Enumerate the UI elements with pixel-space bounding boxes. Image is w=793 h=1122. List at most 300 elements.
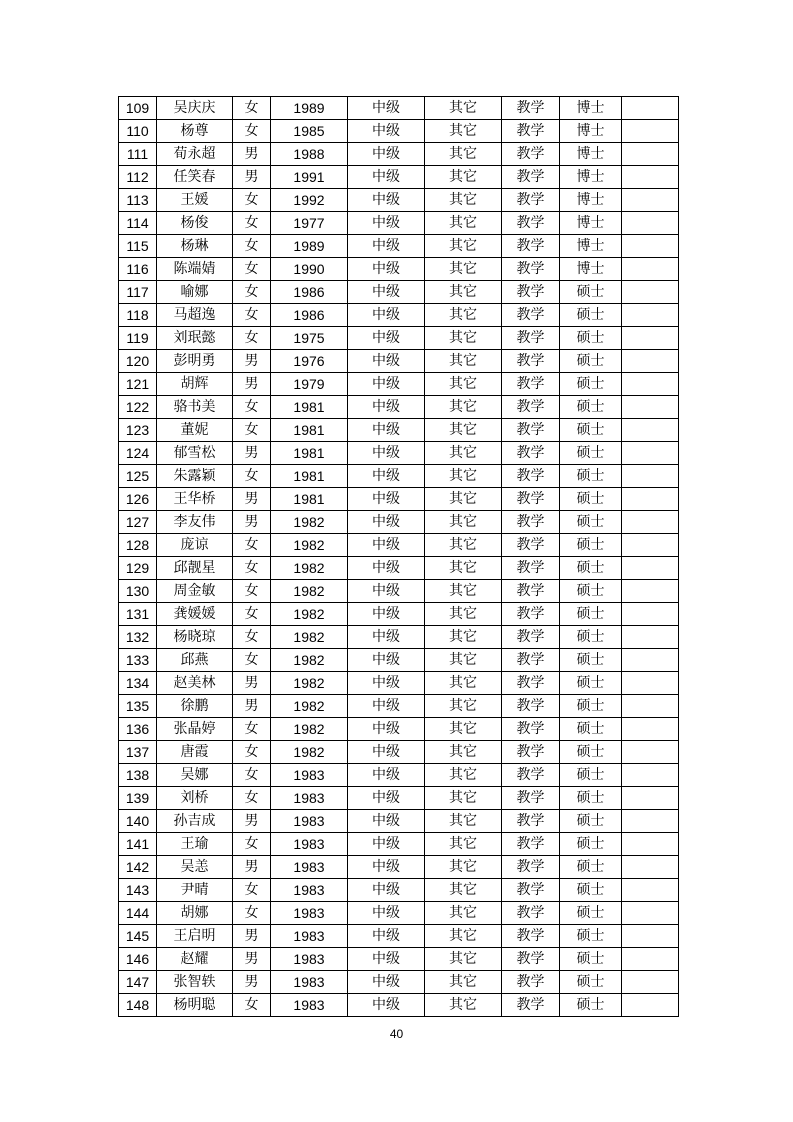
cell-post-type: 教学 — [502, 718, 560, 741]
cell-degree: 博士 — [560, 189, 622, 212]
cell-degree: 博士 — [560, 143, 622, 166]
table-row — [119, 856, 679, 879]
cell-row-number: 136 — [119, 718, 157, 741]
cell-post-type: 教学 — [502, 787, 560, 810]
cell-category: 其它 — [425, 833, 502, 856]
cell-birth-year: 1982 — [271, 741, 348, 764]
cell-row-number: 131 — [119, 603, 157, 626]
cell-title-level: 中级 — [348, 235, 425, 258]
cell-post-type: 教学 — [502, 764, 560, 787]
cell-title-level: 中级 — [348, 994, 425, 1017]
cell-row-number: 117 — [119, 281, 157, 304]
cell-row-number: 121 — [119, 373, 157, 396]
cell-birth-year: 1983 — [271, 810, 348, 833]
cell-remark — [622, 787, 679, 810]
cell-gender: 男 — [233, 695, 271, 718]
cell-degree: 硕士 — [560, 626, 622, 649]
table-row — [119, 511, 679, 534]
cell-birth-year: 1992 — [271, 189, 348, 212]
cell-title-level: 中级 — [348, 327, 425, 350]
cell-category: 其它 — [425, 350, 502, 373]
cell-title-level: 中级 — [348, 603, 425, 626]
cell-gender: 女 — [233, 465, 271, 488]
cell-remark — [622, 994, 679, 1017]
cell-name: 王媛 — [157, 189, 233, 212]
cell-category: 其它 — [425, 879, 502, 902]
cell-gender: 男 — [233, 373, 271, 396]
cell-gender: 女 — [233, 764, 271, 787]
cell-gender: 男 — [233, 948, 271, 971]
cell-post-type: 教学 — [502, 557, 560, 580]
cell-degree: 硕士 — [560, 442, 622, 465]
table-row — [119, 281, 679, 304]
cell-category: 其它 — [425, 189, 502, 212]
cell-gender: 男 — [233, 672, 271, 695]
table-row — [119, 304, 679, 327]
table-row — [119, 557, 679, 580]
cell-name: 荀永超 — [157, 143, 233, 166]
cell-title-level: 中级 — [348, 971, 425, 994]
cell-row-number: 126 — [119, 488, 157, 511]
cell-name: 马超逸 — [157, 304, 233, 327]
cell-category: 其它 — [425, 304, 502, 327]
cell-gender: 女 — [233, 649, 271, 672]
table-row — [119, 97, 679, 120]
cell-post-type: 教学 — [502, 304, 560, 327]
cell-title-level: 中级 — [348, 212, 425, 235]
cell-post-type: 教学 — [502, 166, 560, 189]
cell-gender: 男 — [233, 856, 271, 879]
cell-post-type: 教学 — [502, 879, 560, 902]
cell-row-number: 112 — [119, 166, 157, 189]
cell-remark — [622, 833, 679, 856]
cell-remark — [622, 120, 679, 143]
cell-category: 其它 — [425, 166, 502, 189]
cell-post-type: 教学 — [502, 442, 560, 465]
cell-birth-year: 1989 — [271, 235, 348, 258]
cell-degree: 硕士 — [560, 557, 622, 580]
cell-birth-year: 1982 — [271, 557, 348, 580]
cell-post-type: 教学 — [502, 833, 560, 856]
staff-table — [118, 96, 679, 1017]
cell-degree: 硕士 — [560, 925, 622, 948]
cell-post-type: 教学 — [502, 902, 560, 925]
cell-row-number: 130 — [119, 580, 157, 603]
table-row — [119, 534, 679, 557]
cell-post-type: 教学 — [502, 971, 560, 994]
cell-title-level: 中级 — [348, 879, 425, 902]
cell-birth-year: 1981 — [271, 442, 348, 465]
cell-row-number: 119 — [119, 327, 157, 350]
cell-row-number: 133 — [119, 649, 157, 672]
cell-row-number: 140 — [119, 810, 157, 833]
cell-title-level: 中级 — [348, 787, 425, 810]
cell-post-type: 教学 — [502, 695, 560, 718]
cell-degree: 硕士 — [560, 327, 622, 350]
table-row — [119, 695, 679, 718]
cell-row-number: 132 — [119, 626, 157, 649]
cell-remark — [622, 856, 679, 879]
cell-post-type: 教学 — [502, 396, 560, 419]
cell-title-level: 中级 — [348, 626, 425, 649]
cell-name: 邱燕 — [157, 649, 233, 672]
cell-title-level: 中级 — [348, 120, 425, 143]
table-row — [119, 833, 679, 856]
cell-post-type: 教学 — [502, 948, 560, 971]
cell-title-level: 中级 — [348, 166, 425, 189]
cell-gender: 女 — [233, 189, 271, 212]
cell-name: 张智轶 — [157, 971, 233, 994]
cell-post-type: 教学 — [502, 189, 560, 212]
cell-post-type: 教学 — [502, 580, 560, 603]
cell-row-number: 137 — [119, 741, 157, 764]
table-row — [119, 718, 679, 741]
cell-degree: 硕士 — [560, 396, 622, 419]
table-row — [119, 120, 679, 143]
cell-name: 杨尊 — [157, 120, 233, 143]
cell-gender: 男 — [233, 810, 271, 833]
cell-post-type: 教学 — [502, 994, 560, 1017]
cell-gender: 女 — [233, 120, 271, 143]
cell-birth-year: 1979 — [271, 373, 348, 396]
cell-name: 龚媛媛 — [157, 603, 233, 626]
cell-title-level: 中级 — [348, 396, 425, 419]
cell-birth-year: 1985 — [271, 120, 348, 143]
cell-title-level: 中级 — [348, 511, 425, 534]
table-row — [119, 350, 679, 373]
cell-birth-year: 1983 — [271, 879, 348, 902]
cell-name: 吴娜 — [157, 764, 233, 787]
cell-name: 张晶婷 — [157, 718, 233, 741]
cell-row-number: 128 — [119, 534, 157, 557]
cell-degree: 硕士 — [560, 281, 622, 304]
cell-name: 胡辉 — [157, 373, 233, 396]
cell-degree: 硕士 — [560, 373, 622, 396]
cell-category: 其它 — [425, 741, 502, 764]
cell-degree: 硕士 — [560, 419, 622, 442]
cell-row-number: 134 — [119, 672, 157, 695]
cell-gender: 女 — [233, 833, 271, 856]
cell-remark — [622, 511, 679, 534]
cell-row-number: 111 — [119, 143, 157, 166]
cell-degree: 硕士 — [560, 718, 622, 741]
cell-title-level: 中级 — [348, 465, 425, 488]
cell-title-level: 中级 — [348, 258, 425, 281]
cell-title-level: 中级 — [348, 718, 425, 741]
cell-birth-year: 1982 — [271, 695, 348, 718]
cell-category: 其它 — [425, 764, 502, 787]
cell-category: 其它 — [425, 97, 502, 120]
cell-row-number: 142 — [119, 856, 157, 879]
cell-row-number: 147 — [119, 971, 157, 994]
table-row — [119, 189, 679, 212]
cell-gender: 男 — [233, 350, 271, 373]
cell-degree: 硕士 — [560, 488, 622, 511]
cell-birth-year: 1981 — [271, 465, 348, 488]
cell-degree: 博士 — [560, 166, 622, 189]
cell-birth-year: 1983 — [271, 994, 348, 1017]
cell-post-type: 教学 — [502, 465, 560, 488]
cell-title-level: 中级 — [348, 373, 425, 396]
cell-degree: 硕士 — [560, 350, 622, 373]
cell-birth-year: 1983 — [271, 948, 348, 971]
cell-remark — [622, 557, 679, 580]
cell-name: 杨俊 — [157, 212, 233, 235]
cell-remark — [622, 350, 679, 373]
cell-name: 喻娜 — [157, 281, 233, 304]
staff-table-body — [119, 97, 679, 1017]
cell-birth-year: 1981 — [271, 419, 348, 442]
cell-title-level: 中级 — [348, 97, 425, 120]
cell-row-number: 124 — [119, 442, 157, 465]
cell-degree: 硕士 — [560, 764, 622, 787]
cell-birth-year: 1982 — [271, 580, 348, 603]
table-row — [119, 442, 679, 465]
cell-row-number: 127 — [119, 511, 157, 534]
cell-category: 其它 — [425, 810, 502, 833]
cell-row-number: 145 — [119, 925, 157, 948]
cell-degree: 硕士 — [560, 787, 622, 810]
cell-name: 刘桥 — [157, 787, 233, 810]
cell-degree: 博士 — [560, 97, 622, 120]
cell-post-type: 教学 — [502, 281, 560, 304]
cell-name: 吴恙 — [157, 856, 233, 879]
cell-category: 其它 — [425, 281, 502, 304]
cell-degree: 硕士 — [560, 948, 622, 971]
cell-remark — [622, 879, 679, 902]
cell-post-type: 教学 — [502, 603, 560, 626]
table-row — [119, 925, 679, 948]
cell-gender: 女 — [233, 534, 271, 557]
cell-post-type: 教学 — [502, 350, 560, 373]
cell-gender: 女 — [233, 281, 271, 304]
cell-name: 王华桥 — [157, 488, 233, 511]
cell-title-level: 中级 — [348, 925, 425, 948]
cell-degree: 硕士 — [560, 534, 622, 557]
cell-gender: 女 — [233, 718, 271, 741]
cell-name: 杨明聪 — [157, 994, 233, 1017]
cell-category: 其它 — [425, 787, 502, 810]
cell-category: 其它 — [425, 695, 502, 718]
cell-gender: 女 — [233, 902, 271, 925]
table-row — [119, 879, 679, 902]
cell-row-number: 135 — [119, 695, 157, 718]
table-row — [119, 787, 679, 810]
cell-gender: 女 — [233, 327, 271, 350]
cell-category: 其它 — [425, 120, 502, 143]
cell-title-level: 中级 — [348, 304, 425, 327]
table-row — [119, 166, 679, 189]
cell-title-level: 中级 — [348, 833, 425, 856]
cell-post-type: 教学 — [502, 235, 560, 258]
cell-birth-year: 1976 — [271, 350, 348, 373]
cell-category: 其它 — [425, 258, 502, 281]
table-row — [119, 488, 679, 511]
cell-degree: 硕士 — [560, 649, 622, 672]
cell-title-level: 中级 — [348, 810, 425, 833]
cell-birth-year: 1986 — [271, 304, 348, 327]
cell-degree: 硕士 — [560, 580, 622, 603]
page-number: 40 — [389, 1027, 404, 1041]
table-row — [119, 465, 679, 488]
cell-remark — [622, 626, 679, 649]
cell-remark — [622, 764, 679, 787]
cell-category: 其它 — [425, 442, 502, 465]
cell-remark — [622, 948, 679, 971]
cell-degree: 博士 — [560, 120, 622, 143]
cell-row-number: 113 — [119, 189, 157, 212]
table-row — [119, 327, 679, 350]
cell-degree: 硕士 — [560, 695, 622, 718]
cell-row-number: 148 — [119, 994, 157, 1017]
cell-title-level: 中级 — [348, 189, 425, 212]
cell-row-number: 143 — [119, 879, 157, 902]
cell-title-level: 中级 — [348, 534, 425, 557]
cell-remark — [622, 327, 679, 350]
cell-birth-year: 1981 — [271, 488, 348, 511]
cell-post-type: 教学 — [502, 534, 560, 557]
cell-row-number: 115 — [119, 235, 157, 258]
cell-post-type: 教学 — [502, 488, 560, 511]
cell-remark — [622, 166, 679, 189]
cell-category: 其它 — [425, 511, 502, 534]
cell-birth-year: 1989 — [271, 97, 348, 120]
cell-row-number: 118 — [119, 304, 157, 327]
table-row — [119, 649, 679, 672]
cell-remark — [622, 465, 679, 488]
cell-gender: 男 — [233, 511, 271, 534]
cell-gender: 女 — [233, 994, 271, 1017]
cell-birth-year: 1983 — [271, 787, 348, 810]
cell-row-number: 129 — [119, 557, 157, 580]
table-row — [119, 672, 679, 695]
cell-category: 其它 — [425, 672, 502, 695]
cell-row-number: 110 — [119, 120, 157, 143]
table-row — [119, 373, 679, 396]
cell-post-type: 教学 — [502, 143, 560, 166]
cell-category: 其它 — [425, 373, 502, 396]
cell-name: 刘珉懿 — [157, 327, 233, 350]
cell-title-level: 中级 — [348, 281, 425, 304]
cell-gender: 男 — [233, 166, 271, 189]
cell-degree: 硕士 — [560, 833, 622, 856]
cell-name: 杨琳 — [157, 235, 233, 258]
table-row — [119, 764, 679, 787]
table-row — [119, 948, 679, 971]
cell-remark — [622, 304, 679, 327]
cell-post-type: 教学 — [502, 856, 560, 879]
cell-category: 其它 — [425, 718, 502, 741]
cell-remark — [622, 442, 679, 465]
cell-degree: 硕士 — [560, 672, 622, 695]
cell-remark — [622, 810, 679, 833]
cell-post-type: 教学 — [502, 120, 560, 143]
cell-name: 骆书美 — [157, 396, 233, 419]
cell-gender: 女 — [233, 557, 271, 580]
table-row — [119, 603, 679, 626]
cell-degree: 硕士 — [560, 511, 622, 534]
cell-category: 其它 — [425, 856, 502, 879]
cell-remark — [622, 143, 679, 166]
cell-post-type: 教学 — [502, 672, 560, 695]
cell-name: 赵耀 — [157, 948, 233, 971]
cell-row-number: 125 — [119, 465, 157, 488]
cell-gender: 女 — [233, 741, 271, 764]
cell-remark — [622, 373, 679, 396]
cell-degree: 硕士 — [560, 856, 622, 879]
cell-degree: 硕士 — [560, 971, 622, 994]
cell-gender: 女 — [233, 258, 271, 281]
cell-birth-year: 1977 — [271, 212, 348, 235]
table-row — [119, 235, 679, 258]
cell-remark — [622, 580, 679, 603]
cell-row-number: 116 — [119, 258, 157, 281]
cell-birth-year: 1991 — [271, 166, 348, 189]
cell-gender: 女 — [233, 212, 271, 235]
cell-name: 庞谅 — [157, 534, 233, 557]
cell-category: 其它 — [425, 626, 502, 649]
cell-title-level: 中级 — [348, 948, 425, 971]
cell-category: 其它 — [425, 396, 502, 419]
cell-degree: 博士 — [560, 212, 622, 235]
cell-name: 邱靓星 — [157, 557, 233, 580]
cell-post-type: 教学 — [502, 810, 560, 833]
cell-gender: 女 — [233, 304, 271, 327]
cell-row-number: 109 — [119, 97, 157, 120]
cell-name: 孙吉成 — [157, 810, 233, 833]
cell-name: 王启明 — [157, 925, 233, 948]
cell-row-number: 146 — [119, 948, 157, 971]
cell-title-level: 中级 — [348, 741, 425, 764]
cell-name: 郁雪松 — [157, 442, 233, 465]
cell-row-number: 141 — [119, 833, 157, 856]
cell-post-type: 教学 — [502, 373, 560, 396]
cell-name: 周金敏 — [157, 580, 233, 603]
cell-post-type: 教学 — [502, 258, 560, 281]
table-row — [119, 902, 679, 925]
cell-birth-year: 1975 — [271, 327, 348, 350]
cell-degree: 硕士 — [560, 994, 622, 1017]
table-row — [119, 994, 679, 1017]
cell-remark — [622, 419, 679, 442]
cell-post-type: 教学 — [502, 626, 560, 649]
cell-title-level: 中级 — [348, 902, 425, 925]
table-row — [119, 419, 679, 442]
cell-degree: 博士 — [560, 235, 622, 258]
cell-title-level: 中级 — [348, 764, 425, 787]
cell-remark — [622, 235, 679, 258]
cell-gender: 女 — [233, 626, 271, 649]
table-row — [119, 971, 679, 994]
cell-name: 任笑春 — [157, 166, 233, 189]
cell-post-type: 教学 — [502, 212, 560, 235]
cell-remark — [622, 649, 679, 672]
cell-post-type: 教学 — [502, 649, 560, 672]
cell-gender: 女 — [233, 603, 271, 626]
cell-birth-year: 1982 — [271, 649, 348, 672]
cell-gender: 女 — [233, 787, 271, 810]
cell-birth-year: 1983 — [271, 764, 348, 787]
cell-degree: 硕士 — [560, 304, 622, 327]
table-row — [119, 626, 679, 649]
cell-post-type: 教学 — [502, 327, 560, 350]
cell-category: 其它 — [425, 143, 502, 166]
cell-birth-year: 1986 — [271, 281, 348, 304]
cell-remark — [622, 971, 679, 994]
cell-birth-year: 1983 — [271, 833, 348, 856]
cell-remark — [622, 534, 679, 557]
cell-category: 其它 — [425, 465, 502, 488]
